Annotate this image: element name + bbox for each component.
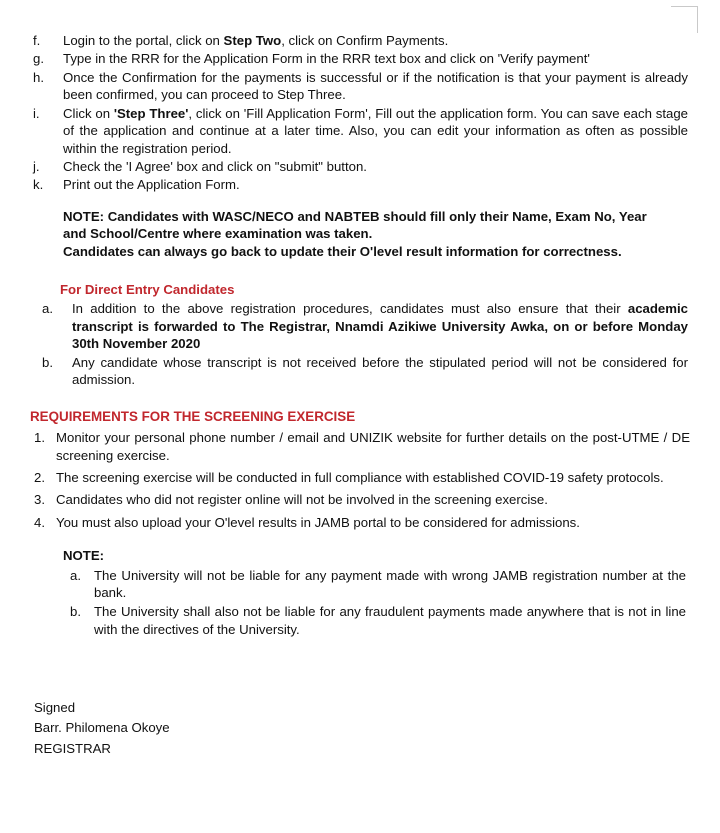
page-corner-mark: [671, 6, 698, 33]
requirement-item: [30, 514, 690, 531]
direct-entry-heading: For Direct Entry Candidates: [60, 281, 235, 297]
procedure-step-marker: g.: [33, 51, 44, 67]
note-two-item-span: The University shall also not be liable for any fraudulent payments made anywhere that is not in line with the directives of the University.: [94, 604, 686, 637]
requirement-item: [30, 469, 690, 486]
procedure-step-text: [63, 32, 690, 49]
signoff-name: Barr. Philomena Okoye: [34, 720, 170, 736]
note-two-item-text: [94, 603, 690, 638]
procedure-step: [30, 158, 690, 175]
procedure-step-text: [63, 50, 690, 67]
requirement-item: [30, 429, 690, 464]
signoff-block: [34, 698, 690, 757]
procedure-step: [30, 50, 690, 67]
procedure-step-marker: i.: [33, 105, 40, 121]
requirement-item-marker: 2.: [34, 469, 45, 485]
procedure-step-span: Once the Confirmation for the payments is successful or if the notification is that your payment is already been confirmed, you can proceed to Step Three.: [63, 69, 688, 103]
direct-entry-list: [30, 300, 690, 388]
direct-entry-item-text: [72, 354, 690, 389]
procedure-step: [30, 69, 690, 104]
note-two-item: [42, 567, 690, 602]
procedure-step-marker: k.: [33, 177, 44, 193]
direct-entry-item: [30, 300, 690, 352]
requirement-item: [30, 491, 690, 508]
procedure-step-text: [63, 105, 690, 157]
direct-entry-item-marker: b.: [42, 354, 53, 370]
procedure-step-text: [63, 176, 690, 193]
procedure-step-text: [63, 69, 690, 104]
procedure-step-span: Login to the portal, click on: [63, 33, 224, 48]
procedure-step-marker: j.: [33, 158, 40, 174]
requirements-list: [30, 429, 690, 531]
procedure-step-emphasis: Step Two: [223, 33, 282, 48]
requirement-item-text: [56, 429, 690, 464]
requirement-item-marker: 3.: [34, 492, 45, 508]
requirement-item-span: You must also upload your O'level results in JAMB portal to be considered for admissions.: [56, 514, 580, 530]
requirement-item-marker: 4.: [34, 514, 45, 530]
requirement-item-text: [56, 514, 690, 531]
procedure-step-marker: f.: [33, 33, 41, 48]
note-two-list: [42, 567, 690, 639]
procedure-step: [30, 32, 690, 49]
requirement-item-span: Candidates who did not register online will not be involved in the screening exercise.: [56, 492, 548, 508]
note-two-item: [42, 603, 690, 638]
requirement-item-text: [56, 469, 690, 486]
procedure-step-span: Type in the RRR for the Application Form in the RRR text box and click on 'Verify payment': [63, 51, 590, 67]
note-two-heading: NOTE:: [63, 548, 105, 564]
requirement-item-text: [56, 491, 690, 508]
document-content: [30, 32, 690, 758]
procedure-steps-list: [30, 32, 690, 194]
note-block-line-1: NOTE: Candidates with WASC/NECO and NABTEB should fill only their Name, Exam No, Year and School/Centre where examination was taken.: [63, 208, 647, 242]
note-two-item-text: [94, 567, 690, 602]
requirement-item-span: The screening exercise will be conducted in full compliance with established COVID-19 safety protocols.: [56, 469, 664, 485]
procedure-step-emphasis: 'Step Three': [113, 105, 189, 121]
direct-entry-item: [30, 354, 690, 389]
direct-entry-item-text: [72, 300, 690, 352]
procedure-step-span: Click on: [63, 105, 114, 121]
procedure-step-span: , click on 'Fill Application Form', Fill out the application form. You can save each stage of the application and continue at a later time. Also, you can edit your information as often as possible within the registration period.: [63, 105, 688, 156]
procedure-step-marker: h.: [33, 69, 44, 85]
direct-entry-item-span: In addition to the above registration procedures, candidates must also ensure that their: [72, 301, 628, 317]
procedure-step: [30, 176, 690, 193]
direct-entry-item-marker: a.: [42, 301, 53, 317]
procedure-step-span: Print out the Application Form.: [63, 177, 240, 193]
signoff-title: REGISTRAR: [34, 740, 111, 756]
requirements-heading: REQUIREMENTS FOR THE SCREENING EXERCISE: [30, 409, 356, 425]
requirement-item-marker: 1.: [34, 430, 45, 446]
requirement-item-span: Monitor your personal phone number / email and UNIZIK website for further details on the post-UTME / DE screening exercise.: [56, 430, 690, 463]
direct-entry-item-emphasis: academic transcript is forwarded to The Registrar, Nnamdi Azikiwe University Awka, on or before Monday 30th November 2020: [72, 301, 688, 352]
signoff-signed: Signed: [34, 700, 76, 716]
direct-entry-item-span: Any candidate whose transcript is not received before the stipulated period will not be considered for admission.: [72, 354, 688, 387]
note-two-item-marker: b.: [70, 604, 81, 620]
note-block-olevel: [63, 208, 665, 261]
procedure-step-text: [63, 158, 690, 175]
note-two-item-span: The University will not be liable for any payment made with wrong JAMB registration number at the bank.: [94, 567, 686, 601]
note-two-item-marker: a.: [70, 567, 81, 583]
procedure-step-span: Check the 'I Agree' box and click on "submit" button.: [63, 158, 367, 174]
note-block-line-2: Candidates can always go back to update their O'level result information for correctness.: [63, 244, 622, 260]
procedure-step: [30, 105, 690, 157]
procedure-step-span: , click on Confirm Payments.: [281, 33, 449, 48]
